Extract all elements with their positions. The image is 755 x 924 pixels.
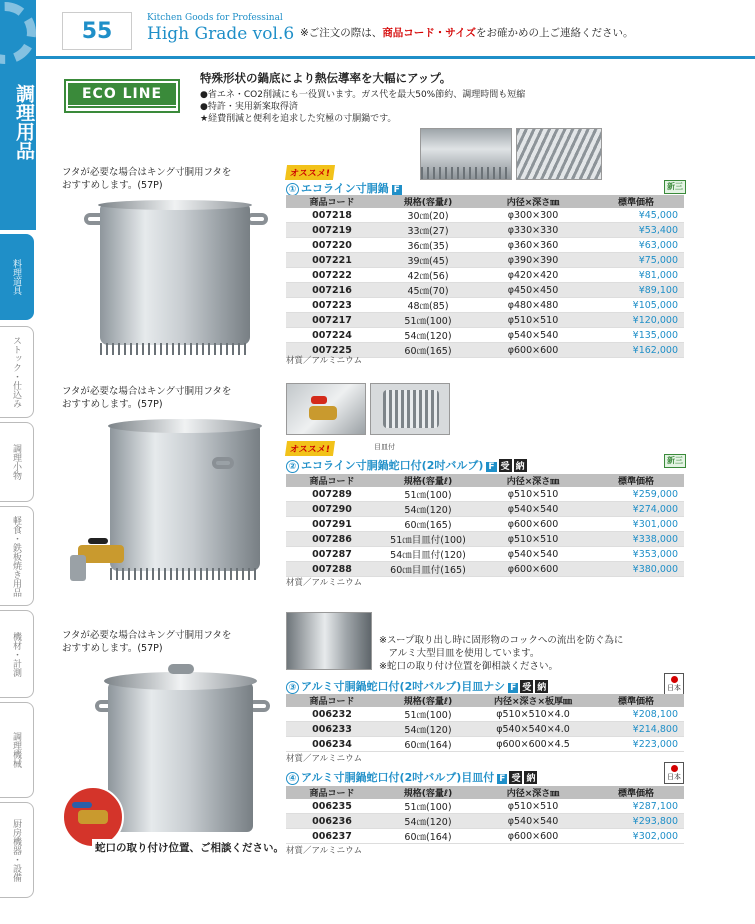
strainer-inside-photo xyxy=(286,612,372,670)
col-dim: 内径×深さ㎜ xyxy=(478,195,588,208)
dimensions-cell: φ510×510 xyxy=(478,487,588,502)
capacity-cell: 60㎝(164) xyxy=(378,829,478,844)
lid-note-line: フタが必要な場合はキング寸胴用フタを xyxy=(62,630,232,641)
section3-mark-2: 受 xyxy=(520,680,533,693)
capacity-cell: 60㎝(165) xyxy=(378,343,478,358)
col-dim: 内径×深さ㎜ xyxy=(478,786,588,799)
eco-line-logo-text: ECO LINE xyxy=(68,83,176,109)
capacity-cell: 54㎝(120) xyxy=(378,502,478,517)
sidebar-tab-machines[interactable]: 調理機械 xyxy=(0,702,34,798)
section1-number: ① xyxy=(286,183,299,196)
col-size: 規格(容量ℓ) xyxy=(378,195,478,208)
section1-title xyxy=(286,180,402,196)
table-row xyxy=(286,829,684,844)
dimensions-cell: φ600×600 xyxy=(478,343,588,358)
strainer-mesh xyxy=(383,390,439,428)
lid-note-1 xyxy=(62,166,231,192)
sidebar-category-block xyxy=(0,0,36,230)
capacity-cell: 51㎝(100) xyxy=(378,799,478,814)
product-code-cell: 007225 xyxy=(286,343,378,358)
order-notice-highlight: 商品コード・サイズ xyxy=(382,27,476,39)
dimensions-cell: φ510×510 xyxy=(478,532,588,547)
dimensions-cell: φ510×510 xyxy=(478,799,588,814)
section1-title-text: エコライン寸胴鍋 xyxy=(301,182,389,195)
capacity-cell: 54㎝目皿付(120) xyxy=(378,547,478,562)
dimensions-cell: φ540×540 xyxy=(478,547,588,562)
table-row xyxy=(286,737,684,752)
price-cell: ¥105,000 xyxy=(588,298,684,313)
capacity-cell: 30㎝(20) xyxy=(378,208,478,223)
lid-note-3 xyxy=(62,629,231,655)
eco-line-logo xyxy=(64,79,180,113)
sidebar-category: 調理用品 xyxy=(13,84,35,160)
dimensions-cell: φ390×390 xyxy=(478,253,588,268)
gear-icon xyxy=(0,2,36,64)
lid-knob xyxy=(168,664,194,674)
section4-mark-3: 納 xyxy=(524,771,537,784)
section1-badge: 新三 xyxy=(664,180,686,194)
order-notice xyxy=(300,25,633,40)
dimensions-cell: φ600×600 xyxy=(478,517,588,532)
section3-japan-badge: 日本 xyxy=(664,673,684,695)
section3-note-2: アルミ大型目皿を使用しています。 xyxy=(379,648,540,659)
section4-title-text: アルミ寸胴鍋蛇口付(2吋バルブ)目皿付 xyxy=(301,771,495,784)
col-size: 規格(容量ℓ) xyxy=(378,474,478,487)
capacity-cell: 51㎝目皿付(100) xyxy=(378,532,478,547)
price-cell: ¥75,000 xyxy=(588,253,684,268)
product-code-cell: 007222 xyxy=(286,268,378,283)
table-header-row xyxy=(286,195,684,208)
section2-mark: F xyxy=(488,462,495,472)
product-code-cell: 007224 xyxy=(286,328,378,343)
pot-handle xyxy=(212,457,234,469)
section3-title-text: アルミ寸胴鍋蛇口付(2吋バルブ)目皿ナシ xyxy=(301,680,506,693)
section2-table xyxy=(286,474,684,577)
dimensions-cell: φ600×600 xyxy=(478,829,588,844)
section2-mark-2: 受 xyxy=(499,459,512,472)
capacity-cell: 54㎝(120) xyxy=(378,328,478,343)
section2-number: ② xyxy=(286,460,299,473)
faucet-position-caption: 蛇口の取り付け位置、ご相談ください。 xyxy=(92,839,287,856)
price-cell: ¥135,000 xyxy=(588,328,684,343)
section2-title-text: エコライン寸胴鍋蛇口付(2吋バルブ) xyxy=(301,459,484,472)
section2-title xyxy=(286,457,527,473)
valve-body xyxy=(309,406,337,420)
section4-material: 材質／アルミニウム xyxy=(286,846,363,856)
product-code-cell: 007219 xyxy=(286,223,378,238)
table-row xyxy=(286,208,684,223)
product-code-cell: 006235 xyxy=(286,799,378,814)
dimensions-cell: φ600×600×4.5 xyxy=(478,737,588,752)
sidebar-tab-cooking-tools[interactable]: 料理道具 xyxy=(0,234,34,320)
section3-title xyxy=(286,678,548,694)
product-code-cell: 007218 xyxy=(286,208,378,223)
section4-mark: F xyxy=(499,774,506,784)
dimensions-cell: φ480×480 xyxy=(478,298,588,313)
capacity-cell: 33㎝(27) xyxy=(378,223,478,238)
lid-note-line: おすすめします。(57P) xyxy=(62,399,163,410)
capacity-cell: 51㎝(100) xyxy=(378,313,478,328)
section3-rows xyxy=(286,707,684,752)
table-header-row xyxy=(286,474,684,487)
valve-lever xyxy=(72,802,92,808)
price-cell: ¥259,000 xyxy=(588,487,684,502)
header-subtitle: Kitchen Goods for Professinal xyxy=(147,13,283,23)
header-title: High Grade vol.6 xyxy=(147,24,295,44)
section4-table xyxy=(286,786,684,844)
valve-knob xyxy=(311,396,327,404)
section3-material: 材質／アルミニウム xyxy=(286,754,363,764)
section3-note-1: ※スープ取り出し時に固形物のコックへの流出を防ぐ為に xyxy=(379,635,624,646)
table-row xyxy=(286,328,684,343)
col-code: 商品コード xyxy=(286,786,378,799)
col-price: 標準価格 xyxy=(588,694,684,707)
product-code-cell: 007216 xyxy=(286,283,378,298)
price-cell: ¥302,000 xyxy=(588,829,684,844)
price-cell: ¥274,000 xyxy=(588,502,684,517)
dimensions-cell: φ450×450 xyxy=(478,283,588,298)
section2-badge: 新三 xyxy=(664,454,686,468)
capacity-cell: 42㎝(56) xyxy=(378,268,478,283)
capacity-cell: 51㎝(100) xyxy=(378,707,478,722)
table-row xyxy=(286,268,684,283)
price-cell: ¥214,800 xyxy=(588,722,684,737)
bottom-fins xyxy=(421,167,512,180)
price-cell: ¥53,400 xyxy=(588,223,684,238)
section4-japan-badge: 日本 xyxy=(664,762,684,784)
table-row xyxy=(286,722,684,737)
product-code-cell: 007291 xyxy=(286,517,378,532)
eco-bullet-3: ★経費削減と便利を追求した究極の寸胴鍋です。 xyxy=(200,114,397,124)
capacity-cell: 48㎝(85) xyxy=(378,298,478,313)
product-code-cell: 007223 xyxy=(286,298,378,313)
recommend-tag: オススメ! xyxy=(285,165,335,180)
price-cell: ¥223,000 xyxy=(588,737,684,752)
col-price: 標準価格 xyxy=(588,474,684,487)
page-number: 55 xyxy=(62,12,132,50)
table-row xyxy=(286,502,684,517)
section4-number: ④ xyxy=(286,772,299,785)
capacity-cell: 60㎝(165) xyxy=(378,517,478,532)
price-cell: ¥208,100 xyxy=(588,707,684,722)
col-dim: 内径×深さ㎜ xyxy=(478,474,588,487)
section1-rows xyxy=(286,208,684,358)
section3-note-3: ※蛇口の取り付け位置を御相談ください。 xyxy=(379,661,558,672)
product-code-cell: 006234 xyxy=(286,737,378,752)
pot-body xyxy=(100,205,250,345)
sidebar-tab-teppanyaki[interactable]: 軽食・鉄板焼き用品 xyxy=(0,506,34,606)
section1-material: 材質／アルミニウム xyxy=(286,356,363,366)
table-row xyxy=(286,517,684,532)
product-code-cell: 007289 xyxy=(286,487,378,502)
section2-mark-3: 納 xyxy=(514,459,527,472)
dimensions-cell: φ510×510 xyxy=(478,313,588,328)
table-row xyxy=(286,707,684,722)
capacity-cell: 45㎝(70) xyxy=(378,283,478,298)
section1-mark: F xyxy=(393,185,400,195)
capacity-cell: 39㎝(45) xyxy=(378,253,478,268)
capacity-cell: 36㎝(35) xyxy=(378,238,478,253)
table-row xyxy=(286,814,684,829)
price-cell: ¥45,000 xyxy=(588,208,684,223)
table-row xyxy=(286,799,684,814)
order-notice-post: をお確かめの上ご連絡ください。 xyxy=(475,27,634,39)
lid-note-line: フタが必要な場合はキング寸胴用フタを xyxy=(62,167,232,178)
price-cell: ¥301,000 xyxy=(588,517,684,532)
price-cell: ¥293,800 xyxy=(588,814,684,829)
col-size: 規格(容量ℓ) xyxy=(378,786,478,799)
section3-number: ③ xyxy=(286,681,299,694)
col-dim: 内径×深さ×板厚㎜ xyxy=(478,694,588,707)
recommend-tag: オススメ! xyxy=(285,441,335,456)
eco-headline: 特殊形状の鍋底により熱伝導率を大幅にアップ。 xyxy=(200,71,452,85)
capacity-cell: 54㎝(120) xyxy=(378,722,478,737)
section3-mark-3: 納 xyxy=(535,680,548,693)
dimensions-cell: φ300×300 xyxy=(478,208,588,223)
price-cell: ¥162,000 xyxy=(588,343,684,358)
capacity-cell: 60㎝目皿付(165) xyxy=(378,562,478,577)
table-row xyxy=(286,298,684,313)
dimensions-cell: φ600×600 xyxy=(478,562,588,577)
table-row xyxy=(286,253,684,268)
table-row xyxy=(286,487,684,502)
sidebar-tab-small-tools[interactable]: 調理小物 xyxy=(0,422,34,502)
dimensions-cell: φ360×360 xyxy=(478,238,588,253)
valve-spout xyxy=(70,555,86,581)
sidebar-tab-kitchen-facility[interactable]: 厨房機器・設備 xyxy=(0,802,34,898)
product-code-cell: 007286 xyxy=(286,532,378,547)
col-code: 商品コード xyxy=(286,195,378,208)
col-code: 商品コード xyxy=(286,694,378,707)
eco-bullet-1: ●省エネ・CO2削減にも一役買います。ガス代を最大50%節約、調理時間も短縮 xyxy=(200,90,526,100)
product-code-cell: 007288 xyxy=(286,562,378,577)
dimensions-cell: φ330×330 xyxy=(478,223,588,238)
pot-rim xyxy=(108,419,262,433)
product-code-cell: 007220 xyxy=(286,238,378,253)
table-row xyxy=(286,532,684,547)
sidebar xyxy=(0,0,36,924)
pot-body xyxy=(110,425,260,571)
capacity-cell: 54㎝(120) xyxy=(378,814,478,829)
capacity-cell: 51㎝(100) xyxy=(378,487,478,502)
price-cell: ¥120,000 xyxy=(588,313,684,328)
header-divider xyxy=(36,56,755,59)
lid-note-line: おすすめします。(57P) xyxy=(62,643,163,654)
dimensions-cell: φ540×540×4.0 xyxy=(478,722,588,737)
section2-rows xyxy=(286,487,684,577)
valve-body xyxy=(78,810,108,824)
product-code-cell: 006236 xyxy=(286,814,378,829)
lid-note-2 xyxy=(62,385,231,411)
pot-lid xyxy=(104,672,257,690)
valve-lever xyxy=(88,538,108,544)
product-code-cell: 007217 xyxy=(286,313,378,328)
strainer-caption: 目皿付 xyxy=(374,443,395,451)
product-code-cell: 006237 xyxy=(286,829,378,844)
dimensions-cell: φ540×540 xyxy=(478,328,588,343)
col-price: 標準価格 xyxy=(588,195,684,208)
price-cell: ¥353,000 xyxy=(588,547,684,562)
col-code: 商品コード xyxy=(286,474,378,487)
price-cell: ¥81,000 xyxy=(588,268,684,283)
price-cell: ¥287,100 xyxy=(588,799,684,814)
section2-material: 材質／アルミニウム xyxy=(286,578,363,588)
table-header-row xyxy=(286,694,684,707)
product-code-cell: 006233 xyxy=(286,722,378,737)
eco-bullet-2: ●特許・実用新案取得済 xyxy=(200,102,298,112)
strainer-photo xyxy=(370,383,450,435)
section3-mark: F xyxy=(510,683,517,693)
table-header-row xyxy=(286,786,684,799)
section1-table xyxy=(286,195,684,358)
section4-rows xyxy=(286,799,684,844)
table-row xyxy=(286,313,684,328)
dimensions-cell: φ540×540 xyxy=(478,814,588,829)
dimensions-cell: φ540×540 xyxy=(478,502,588,517)
pot-bottom-photo xyxy=(420,128,512,180)
lid-note-line: おすすめします。(57P) xyxy=(62,180,163,191)
price-cell: ¥63,000 xyxy=(588,238,684,253)
price-cell: ¥89,100 xyxy=(588,283,684,298)
price-cell: ¥380,000 xyxy=(588,562,684,577)
dimensions-cell: φ420×420 xyxy=(478,268,588,283)
table-row xyxy=(286,238,684,253)
sidebar-tab-equipment[interactable]: 機材・計測 xyxy=(0,610,34,698)
pot-fins xyxy=(100,343,250,355)
pot-rim xyxy=(98,200,252,210)
table-row xyxy=(286,283,684,298)
section4-mark-2: 受 xyxy=(509,771,522,784)
product-code-cell: 007290 xyxy=(286,502,378,517)
product-code-cell: 007221 xyxy=(286,253,378,268)
price-cell: ¥338,000 xyxy=(588,532,684,547)
order-notice-pre: ※ご注文の際は、 xyxy=(300,27,383,39)
table-row xyxy=(286,562,684,577)
table-row xyxy=(286,547,684,562)
pot-fins xyxy=(110,568,260,580)
col-size: 規格(容量ℓ) xyxy=(378,694,478,707)
pot-body xyxy=(108,682,253,832)
col-price: 標準価格 xyxy=(588,786,684,799)
product-code-cell: 006232 xyxy=(286,707,378,722)
product-code-cell: 007287 xyxy=(286,547,378,562)
table-row xyxy=(286,223,684,238)
lid-note-line: フタが必要な場合はキング寸胴用フタを xyxy=(62,386,232,397)
pot-fins-photo xyxy=(516,128,602,180)
section4-title xyxy=(286,769,537,785)
sidebar-tab-stock[interactable]: ストック・仕込み xyxy=(0,326,34,418)
section3-table xyxy=(286,694,684,752)
valve-photo xyxy=(286,383,366,435)
capacity-cell: 60㎝(164) xyxy=(378,737,478,752)
dimensions-cell: φ510×510×4.0 xyxy=(478,707,588,722)
